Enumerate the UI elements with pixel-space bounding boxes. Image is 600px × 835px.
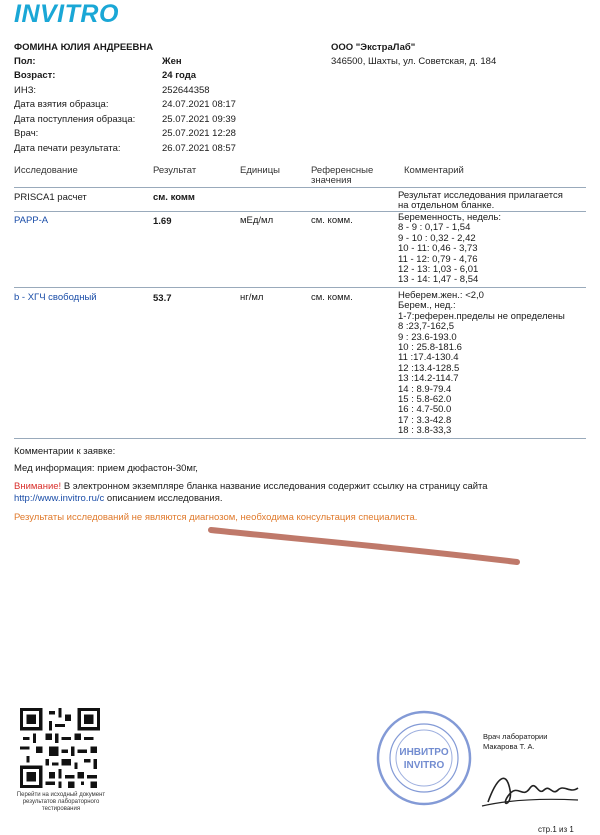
- row3-test-link[interactable]: b - ХГЧ свободный: [14, 292, 97, 303]
- qr-code[interactable]: [20, 708, 100, 788]
- doctor-value: 25.07.2021 12:28: [162, 128, 236, 139]
- doctor-title: Врач лаборатории: [483, 732, 548, 741]
- col-ref-header: Референсные значения: [311, 165, 374, 186]
- row1-comment: Результат исследования прилагается на отдельном бланке.: [398, 190, 563, 212]
- sex-value: Жен: [162, 56, 182, 67]
- age-label: Возраст:: [14, 70, 56, 81]
- row2-test-link[interactable]: PAPP-A: [14, 215, 49, 226]
- print-date-label: Дата печати результата:: [14, 143, 121, 154]
- sample-date-label: Дата взятия образца:: [14, 99, 109, 110]
- doctor-label: Врач:: [14, 128, 39, 139]
- row2-comment: Беременность, недель: 8 - 9 : 0,17 - 1,54 9 - 10 : 0,32 - 2,42 10 - 11: 0,46 - 3,73 11 - 12: 0,79 - 4,76 12 - 13: 1,03 - 6,01 13 - 14: 1,47 - 8,54: [398, 212, 501, 286]
- inz-label: ИНЗ:: [14, 85, 37, 96]
- row2-ref: см. комм.: [311, 215, 353, 226]
- comments-title: Комментарии к заявке:: [14, 446, 116, 457]
- qr-caption: Перейти на исходный документ результатов лабораторного тестирования: [16, 792, 106, 812]
- row3-divider: [14, 438, 586, 439]
- lab-name: ООО "ЭкстраЛаб": [331, 42, 416, 53]
- link-suffix: описанием исследования.: [104, 493, 223, 504]
- sample-date-value: 24.07.2021 08:17: [162, 99, 236, 110]
- row1-result: см. комм: [153, 192, 195, 203]
- attention-text: В электронном экземпляре бланка название исследования содержит ссылку на страницу сайта: [61, 481, 488, 492]
- disclaimer: Результаты исследований не являются диагнозом, необходима консультация специалиста.: [14, 512, 418, 523]
- sex-label: Пол:: [14, 56, 36, 67]
- row3-comment: Неберем.жен.: <2,0 Берем., нед.: 1-7:референ.пределы не определены 8 :23,7-162,5 9 : 23.6-193.0 10 : 25.8-181.6 11 :17.4-130.4 12 :13.4-128.5 13 :14.2-114.7 14 : 8.9-79.4 15 : 5.8-62.0 16 : 4.7-50.0 17 : 3.3-42.8 18 : 3.8-33,3: [398, 290, 565, 437]
- scribble-mark: [205, 520, 525, 568]
- lab-stamp: [374, 708, 474, 808]
- inz-value: 252644358: [162, 85, 210, 96]
- svg-text:ИНВИТРО: ИНВИТРО: [399, 747, 449, 758]
- row2-units: мЕд/мл: [240, 215, 274, 226]
- attention-note: [14, 481, 574, 505]
- row3-result: 53.7: [153, 293, 172, 304]
- svg-text:INVITRO: INVITRO: [403, 760, 445, 771]
- col-result-header: Результат: [153, 165, 197, 176]
- med-info: Мед информация: прием дюфастон-30мг,: [14, 463, 198, 474]
- doctor-signature: [478, 760, 588, 815]
- patient-name: ФОМИНА ЮЛИЯ АНДРЕЕВНА: [14, 42, 154, 53]
- doctor-name: Макарова Т. А.: [483, 742, 535, 751]
- print-date-value: 26.07.2021 08:57: [162, 143, 236, 154]
- row3-ref: см. комм.: [311, 292, 353, 303]
- row1-test: PRISCA1 расчет: [14, 192, 87, 203]
- row2-result: 1.69: [153, 216, 172, 227]
- col-test-header: Исследование: [14, 165, 78, 176]
- page-number: стр.1 из 1: [538, 825, 574, 834]
- col-units-header: Единицы: [240, 165, 281, 176]
- col-comment-header: Комментарий: [404, 165, 464, 176]
- row3-units: нг/мл: [240, 292, 264, 303]
- received-date-label: Дата поступления образца:: [14, 114, 136, 125]
- attention-label: Внимание!: [14, 481, 62, 492]
- invitro-logo: INVITRO: [14, 0, 119, 28]
- invitro-site-link[interactable]: http://www.invitro.ru/c: [14, 493, 105, 504]
- lab-address: 346500, Шахты, ул. Советская, д. 184: [331, 56, 497, 67]
- row2-divider: [14, 287, 586, 288]
- doctor-block: [483, 732, 547, 752]
- age-value: 24 года: [162, 70, 197, 81]
- header-divider: [14, 187, 586, 188]
- received-date-value: 25.07.2021 09:39: [162, 114, 236, 125]
